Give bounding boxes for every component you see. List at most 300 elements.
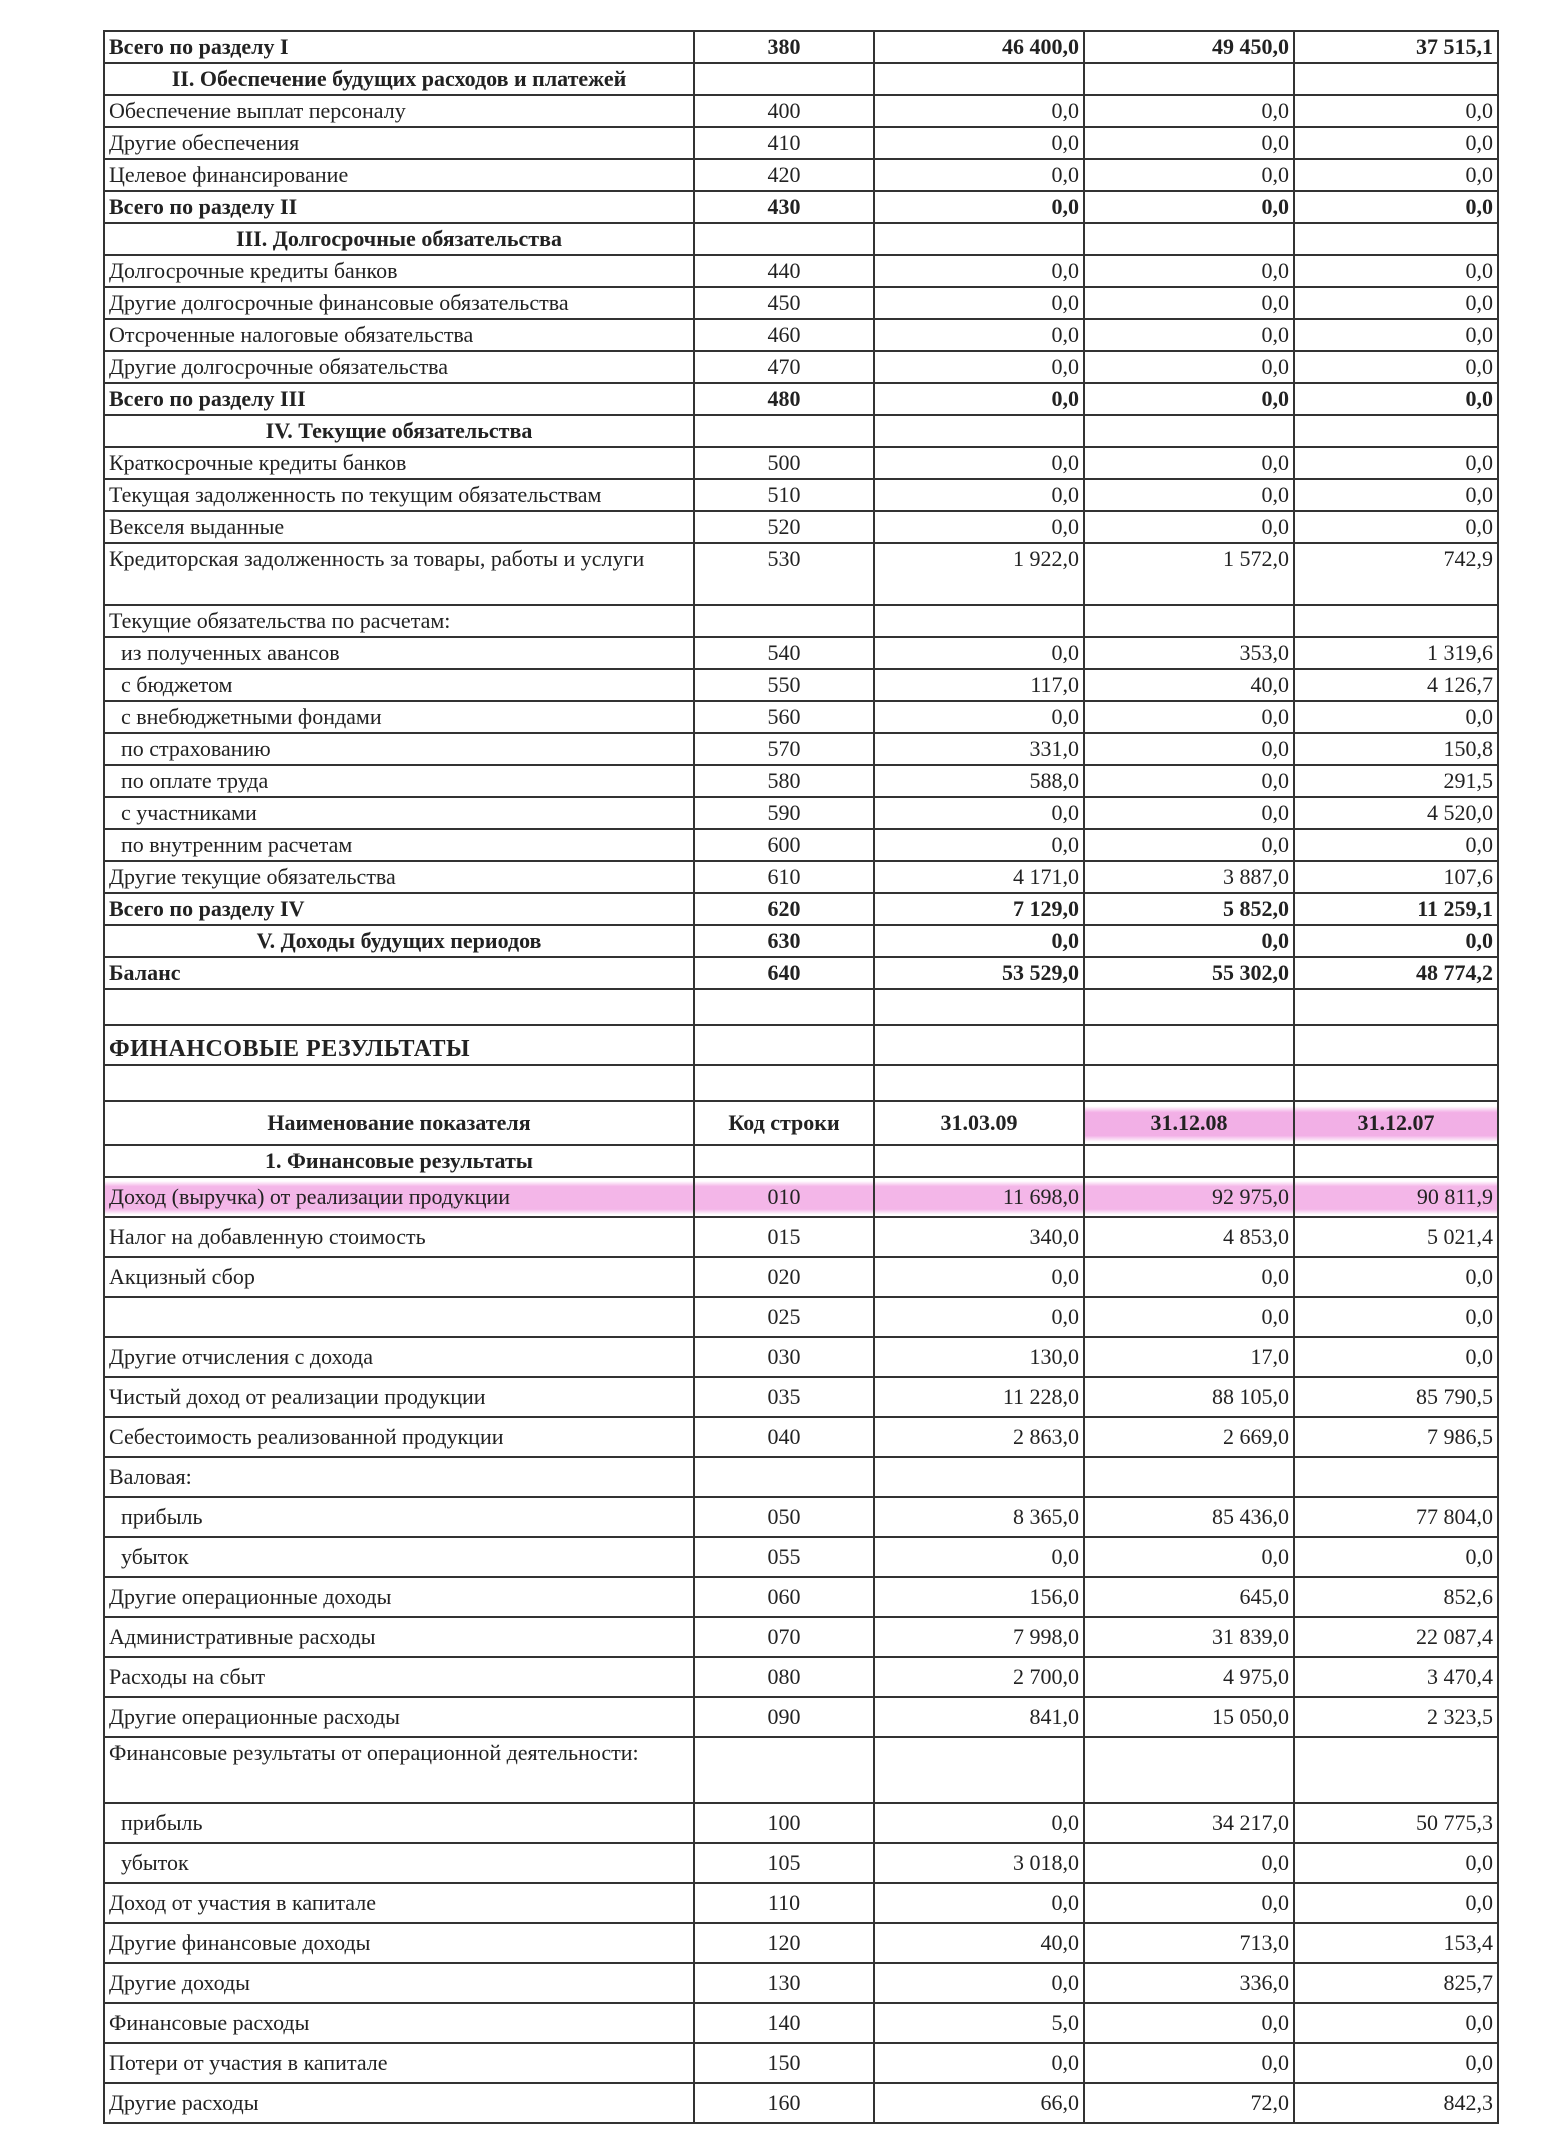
table-row <box>104 893 1498 925</box>
row-code <box>694 1737 874 1803</box>
row-value-period-3: 2 323,5 <box>1294 1697 1498 1737</box>
row-code: 630 <box>694 925 874 957</box>
row-value-period-1: 8 365,0 <box>874 1497 1084 1537</box>
row-value-period-3: 153,4 <box>1294 1923 1498 1963</box>
row-value-period-3: 7 986,5 <box>1294 1417 1498 1457</box>
row-code: 060 <box>694 1577 874 1617</box>
row-code: 025 <box>694 1297 874 1337</box>
row-value-period-3: 0,0 <box>1294 319 1498 351</box>
row-value-period-1: 53 529,0 <box>874 957 1084 989</box>
row-value-period-1: 156,0 <box>874 1577 1084 1617</box>
table-row <box>104 669 1498 701</box>
row-value-period-3: 90 811,9 <box>1294 1177 1498 1217</box>
row-label: Чистый доход от реализации продукции <box>104 1377 694 1417</box>
row-value-period-3: 1 319,6 <box>1294 637 1498 669</box>
row-label: Всего по разделу IV <box>104 893 694 925</box>
row-value-period-1: 0,0 <box>874 1257 1084 1297</box>
row-value-period-1: 0,0 <box>874 319 1084 351</box>
row-value-period-2: 15 050,0 <box>1084 1697 1294 1737</box>
row-value-period-3 <box>1294 1457 1498 1497</box>
row-value-period-1: 0,0 <box>874 829 1084 861</box>
row-code: 610 <box>694 861 874 893</box>
row-label: Другие долгосрочные финансовые обязательства <box>104 287 694 319</box>
row-value-period-2: 4 975,0 <box>1084 1657 1294 1697</box>
row-value-period-3: 0,0 <box>1294 1257 1498 1297</box>
row-code: 440 <box>694 255 874 287</box>
table-row <box>104 351 1498 383</box>
row-label: Текущая задолженность по текущим обязательствам <box>104 479 694 511</box>
row-value-period-3: 0,0 <box>1294 479 1498 511</box>
row-value-period-1: 0,0 <box>874 1297 1084 1337</box>
row-label: Доход (выручка) от реализации продукции <box>104 1177 694 1217</box>
row-value-period-3 <box>1294 63 1498 95</box>
table-row <box>104 1577 1498 1617</box>
row-label: Другие обеспечения <box>104 127 694 159</box>
row-value-period-3: 0,0 <box>1294 127 1498 159</box>
row-code: 380 <box>694 31 874 63</box>
table-row <box>104 2043 1498 2083</box>
row-value-period-1: 0,0 <box>874 351 1084 383</box>
row-label: Доход от участия в капитале <box>104 1883 694 1923</box>
subsection-row <box>104 1145 1498 1177</box>
row-value-period-2 <box>1084 1737 1294 1803</box>
row-code: 015 <box>694 1217 874 1257</box>
row-label: Себестоимость реализованной продукции <box>104 1417 694 1457</box>
row-value-period-2: 40,0 <box>1084 669 1294 701</box>
table-row <box>104 797 1498 829</box>
row-value-period-2: 0,0 <box>1084 733 1294 765</box>
table-row <box>104 1803 1498 1843</box>
row-value-period-2: 0,0 <box>1084 829 1294 861</box>
row-label: Административные расходы <box>104 1617 694 1657</box>
row-value-period-3: 842,3 <box>1294 2083 1498 2123</box>
row-code <box>694 605 874 637</box>
table-row <box>104 191 1498 223</box>
table-row <box>104 447 1498 479</box>
row-label: V. Доходы будущих периодов <box>104 925 694 957</box>
row-label: Целевое финансирование <box>104 159 694 191</box>
row-value-period-2: 5 852,0 <box>1084 893 1294 925</box>
header-period-2: 31.12.08 <box>1084 1101 1294 1145</box>
row-value-period-2: 0,0 <box>1084 191 1294 223</box>
row-value-period-1: 0,0 <box>874 797 1084 829</box>
table-row <box>104 543 1498 605</box>
row-code: 410 <box>694 127 874 159</box>
row-value-period-1: 46 400,0 <box>874 31 1084 63</box>
row-value-period-2: 31 839,0 <box>1084 1617 1294 1657</box>
row-code: 120 <box>694 1923 874 1963</box>
header-code: Код строки <box>694 1101 874 1145</box>
row-code: 150 <box>694 2043 874 2083</box>
table-row <box>104 1457 1498 1497</box>
blank-row <box>104 1065 1498 1101</box>
table-row <box>104 957 1498 989</box>
row-value-period-2: 0,0 <box>1084 383 1294 415</box>
table-row <box>104 127 1498 159</box>
row-label: Другие операционные доходы <box>104 1577 694 1617</box>
row-value-period-3: 742,9 <box>1294 543 1498 605</box>
row-label: прибыль <box>104 1497 694 1537</box>
row-code: 510 <box>694 479 874 511</box>
row-code: 640 <box>694 957 874 989</box>
table-row <box>104 31 1498 63</box>
row-label: Потери от участия в капитале <box>104 2043 694 2083</box>
table-row <box>104 861 1498 893</box>
row-code: 070 <box>694 1617 874 1657</box>
row-value-period-2: 0,0 <box>1084 1257 1294 1297</box>
table-row <box>104 319 1498 351</box>
table-row <box>104 1617 1498 1657</box>
row-code: 010 <box>694 1177 874 1217</box>
row-value-period-3 <box>1294 1737 1498 1803</box>
row-value-period-3: 0,0 <box>1294 159 1498 191</box>
table-row <box>104 1923 1498 1963</box>
row-value-period-2 <box>1084 63 1294 95</box>
row-label: Налог на добавленную стоимость <box>104 1217 694 1257</box>
statement-table <box>103 30 1499 2124</box>
row-value-period-1: 40,0 <box>874 1923 1084 1963</box>
row-value-period-1 <box>874 63 1084 95</box>
row-label: Отсроченные налоговые обязательства <box>104 319 694 351</box>
row-code: 100 <box>694 1803 874 1843</box>
row-value-period-1: 0,0 <box>874 191 1084 223</box>
row-value-period-2: 0,0 <box>1084 159 1294 191</box>
row-value-period-3 <box>1294 605 1498 637</box>
row-label: из полученных авансов <box>104 637 694 669</box>
row-value-period-3: 0,0 <box>1294 1297 1498 1337</box>
row-code: 550 <box>694 669 874 701</box>
table-row <box>104 223 1498 255</box>
row-value-period-2 <box>1084 415 1294 447</box>
header-period-3: 31.12.07 <box>1294 1101 1498 1145</box>
subsection-title: 1. Финансовые результаты <box>104 1145 694 1177</box>
row-label: Другие финансовые доходы <box>104 1923 694 1963</box>
row-value-period-3: 5 021,4 <box>1294 1217 1498 1257</box>
row-value-period-1: 4 171,0 <box>874 861 1084 893</box>
financial-results-header-section <box>104 989 1498 1177</box>
row-label: Расходы на сбыт <box>104 1657 694 1697</box>
row-label: Всего по разделу III <box>104 383 694 415</box>
row-value-period-2: 4 853,0 <box>1084 1217 1294 1257</box>
row-value-period-3: 0,0 <box>1294 1537 1498 1577</box>
row-value-period-3: 107,6 <box>1294 861 1498 893</box>
row-value-period-1 <box>874 415 1084 447</box>
row-value-period-1: 66,0 <box>874 2083 1084 2123</box>
row-value-period-3: 0,0 <box>1294 1843 1498 1883</box>
row-code <box>694 1457 874 1497</box>
table-row <box>104 1963 1498 2003</box>
row-code: 105 <box>694 1843 874 1883</box>
row-value-period-1: 117,0 <box>874 669 1084 701</box>
row-value-period-2: 0,0 <box>1084 127 1294 159</box>
row-label: прибыль <box>104 1803 694 1843</box>
table-row <box>104 765 1498 797</box>
row-label: Всего по разделу II <box>104 191 694 223</box>
row-value-period-1: 0,0 <box>874 95 1084 127</box>
table-row <box>104 637 1498 669</box>
row-value-period-1: 130,0 <box>874 1337 1084 1377</box>
row-value-period-3: 291,5 <box>1294 765 1498 797</box>
row-label: по оплате труда <box>104 765 694 797</box>
row-value-period-3: 0,0 <box>1294 287 1498 319</box>
row-value-period-1: 2 863,0 <box>874 1417 1084 1457</box>
row-value-period-2: 645,0 <box>1084 1577 1294 1617</box>
row-value-period-2: 72,0 <box>1084 2083 1294 2123</box>
section-title: ФИНАНСОВЫЕ РЕЗУЛЬТАТЫ <box>104 1025 694 1065</box>
table-row <box>104 2003 1498 2043</box>
row-value-period-3 <box>1294 223 1498 255</box>
table-row <box>104 1843 1498 1883</box>
row-value-period-3: 48 774,2 <box>1294 957 1498 989</box>
row-label: Баланс <box>104 957 694 989</box>
row-value-period-3: 825,7 <box>1294 1963 1498 2003</box>
row-value-period-1: 5,0 <box>874 2003 1084 2043</box>
table-row <box>104 1417 1498 1457</box>
row-value-period-2: 0,0 <box>1084 1297 1294 1337</box>
row-label: Обеспечение выплат персоналу <box>104 95 694 127</box>
row-value-period-1: 0,0 <box>874 2043 1084 2083</box>
row-code <box>694 415 874 447</box>
row-value-period-2: 55 302,0 <box>1084 957 1294 989</box>
balance-section <box>104 31 1498 989</box>
row-value-period-3: 22 087,4 <box>1294 1617 1498 1657</box>
row-value-period-1: 7 998,0 <box>874 1617 1084 1657</box>
row-value-period-2: 0,0 <box>1084 319 1294 351</box>
row-value-period-2 <box>1084 605 1294 637</box>
row-label: Кредиторская задолженность за товары, работы и услуги <box>104 543 694 605</box>
row-value-period-3: 852,6 <box>1294 1577 1498 1617</box>
row-value-period-3: 4 520,0 <box>1294 797 1498 829</box>
table-row <box>104 1737 1498 1803</box>
row-value-period-2: 0,0 <box>1084 2043 1294 2083</box>
row-value-period-1: 0,0 <box>874 701 1084 733</box>
row-value-period-2: 0,0 <box>1084 255 1294 287</box>
row-value-period-2: 0,0 <box>1084 925 1294 957</box>
row-value-period-3: 4 126,7 <box>1294 669 1498 701</box>
row-code: 140 <box>694 2003 874 2043</box>
row-value-period-3: 0,0 <box>1294 925 1498 957</box>
table-row <box>104 287 1498 319</box>
row-value-period-2: 0,0 <box>1084 765 1294 797</box>
row-code: 110 <box>694 1883 874 1923</box>
row-value-period-2: 0,0 <box>1084 1537 1294 1577</box>
row-value-period-3: 0,0 <box>1294 351 1498 383</box>
row-value-period-3: 150,8 <box>1294 733 1498 765</box>
row-code: 050 <box>694 1497 874 1537</box>
row-value-period-2: 34 217,0 <box>1084 1803 1294 1843</box>
row-label: Другие расходы <box>104 2083 694 2123</box>
table-row <box>104 1377 1498 1417</box>
row-value-period-3: 3 470,4 <box>1294 1657 1498 1697</box>
row-label: Долгосрочные кредиты банков <box>104 255 694 287</box>
row-value-period-3: 11 259,1 <box>1294 893 1498 925</box>
financial-results-section <box>104 1177 1498 2123</box>
row-value-period-1: 3 018,0 <box>874 1843 1084 1883</box>
row-value-period-1: 841,0 <box>874 1697 1084 1737</box>
row-value-period-1 <box>874 1737 1084 1803</box>
table-row <box>104 1337 1498 1377</box>
row-value-period-3: 50 775,3 <box>1294 1803 1498 1843</box>
row-value-period-3: 0,0 <box>1294 95 1498 127</box>
row-value-period-2: 0,0 <box>1084 701 1294 733</box>
row-code: 470 <box>694 351 874 383</box>
row-label: Другие отчисления с дохода <box>104 1337 694 1377</box>
row-value-period-3: 0,0 <box>1294 2003 1498 2043</box>
row-label: Финансовые результаты от операционной деятельности: <box>104 1737 694 1803</box>
table-row <box>104 701 1498 733</box>
row-code: 590 <box>694 797 874 829</box>
row-value-period-1 <box>874 223 1084 255</box>
row-code: 030 <box>694 1337 874 1377</box>
row-code: 600 <box>694 829 874 861</box>
table-row <box>104 383 1498 415</box>
row-value-period-1: 1 922,0 <box>874 543 1084 605</box>
table-row <box>104 733 1498 765</box>
row-value-period-2: 88 105,0 <box>1084 1377 1294 1417</box>
row-label: Другие операционные расходы <box>104 1697 694 1737</box>
row-label: Финансовые расходы <box>104 2003 694 2043</box>
row-value-period-1 <box>874 605 1084 637</box>
table-row <box>104 63 1498 95</box>
table-row <box>104 925 1498 957</box>
row-code: 035 <box>694 1377 874 1417</box>
row-code: 540 <box>694 637 874 669</box>
row-code <box>694 63 874 95</box>
table-row <box>104 829 1498 861</box>
row-value-period-1: 340,0 <box>874 1217 1084 1257</box>
row-code: 160 <box>694 2083 874 2123</box>
row-value-period-2: 0,0 <box>1084 287 1294 319</box>
row-value-period-2: 353,0 <box>1084 637 1294 669</box>
row-value-period-2: 0,0 <box>1084 797 1294 829</box>
table-row <box>104 1497 1498 1537</box>
column-header-row <box>104 1101 1498 1145</box>
row-value-period-1: 0,0 <box>874 255 1084 287</box>
table-row <box>104 1217 1498 1257</box>
row-value-period-1: 0,0 <box>874 1803 1084 1843</box>
row-label: по внутренним расчетам <box>104 829 694 861</box>
row-label: Краткосрочные кредиты банков <box>104 447 694 479</box>
table-row <box>104 1297 1498 1337</box>
row-value-period-2: 17,0 <box>1084 1337 1294 1377</box>
row-code: 520 <box>694 511 874 543</box>
row-code: 620 <box>694 893 874 925</box>
row-label: Другие долгосрочные обязательства <box>104 351 694 383</box>
row-value-period-2: 0,0 <box>1084 1883 1294 1923</box>
row-value-period-2: 92 975,0 <box>1084 1177 1294 1217</box>
table-row <box>104 2083 1498 2123</box>
row-code: 570 <box>694 733 874 765</box>
table-row <box>104 1537 1498 1577</box>
row-value-period-2: 49 450,0 <box>1084 31 1294 63</box>
header-name: Наименование показателя <box>104 1101 694 1145</box>
row-label: Акцизный сбор <box>104 1257 694 1297</box>
row-value-period-3: 37 515,1 <box>1294 31 1498 63</box>
row-label: Валовая: <box>104 1457 694 1497</box>
header-period-1: 31.03.09 <box>874 1101 1084 1145</box>
row-label: III. Долгосрочные обязательства <box>104 223 694 255</box>
row-value-period-2: 0,0 <box>1084 95 1294 127</box>
row-value-period-3: 77 804,0 <box>1294 1497 1498 1537</box>
table-row <box>104 605 1498 637</box>
row-code: 480 <box>694 383 874 415</box>
row-code: 080 <box>694 1657 874 1697</box>
row-code: 500 <box>694 447 874 479</box>
row-value-period-2: 1 572,0 <box>1084 543 1294 605</box>
table-row <box>104 255 1498 287</box>
row-label: Другие доходы <box>104 1963 694 2003</box>
row-value-period-2 <box>1084 1457 1294 1497</box>
row-value-period-3: 0,0 <box>1294 701 1498 733</box>
row-value-period-1: 0,0 <box>874 1883 1084 1923</box>
row-code <box>694 223 874 255</box>
row-code: 090 <box>694 1697 874 1737</box>
row-value-period-3: 0,0 <box>1294 255 1498 287</box>
row-code: 450 <box>694 287 874 319</box>
row-label: Векселя выданные <box>104 511 694 543</box>
row-code: 460 <box>694 319 874 351</box>
row-label: с бюджетом <box>104 669 694 701</box>
row-value-period-2: 336,0 <box>1084 1963 1294 2003</box>
table-row <box>104 159 1498 191</box>
row-value-period-1: 0,0 <box>874 925 1084 957</box>
row-value-period-3 <box>1294 415 1498 447</box>
row-label: II. Обеспечение будущих расходов и платежей <box>104 63 694 95</box>
row-label: по страхованию <box>104 733 694 765</box>
row-value-period-2: 85 436,0 <box>1084 1497 1294 1537</box>
row-label: Другие текущие обязательства <box>104 861 694 893</box>
row-value-period-1: 0,0 <box>874 383 1084 415</box>
row-value-period-2: 0,0 <box>1084 479 1294 511</box>
row-value-period-2: 0,0 <box>1084 1843 1294 1883</box>
row-value-period-2: 713,0 <box>1084 1923 1294 1963</box>
row-value-period-3: 85 790,5 <box>1294 1377 1498 1417</box>
row-value-period-2 <box>1084 223 1294 255</box>
row-code: 580 <box>694 765 874 797</box>
row-label: с участниками <box>104 797 694 829</box>
row-value-period-1: 0,0 <box>874 159 1084 191</box>
table-row <box>104 1257 1498 1297</box>
row-code: 020 <box>694 1257 874 1297</box>
row-code: 130 <box>694 1963 874 2003</box>
blank-row <box>104 989 1498 1025</box>
table-row <box>104 1177 1498 1217</box>
row-value-period-1: 0,0 <box>874 637 1084 669</box>
row-value-period-1: 0,0 <box>874 447 1084 479</box>
row-value-period-2: 3 887,0 <box>1084 861 1294 893</box>
row-value-period-1: 0,0 <box>874 479 1084 511</box>
row-value-period-1: 588,0 <box>874 765 1084 797</box>
row-code: 055 <box>694 1537 874 1577</box>
row-value-period-1: 0,0 <box>874 127 1084 159</box>
financial-statement-sheet <box>103 30 1497 2124</box>
row-value-period-3: 0,0 <box>1294 2043 1498 2083</box>
row-value-period-3: 0,0 <box>1294 511 1498 543</box>
row-code: 420 <box>694 159 874 191</box>
row-label: Текущие обязательства по расчетам: <box>104 605 694 637</box>
row-value-period-1: 0,0 <box>874 1963 1084 2003</box>
row-value-period-2: 0,0 <box>1084 351 1294 383</box>
row-value-period-1: 7 129,0 <box>874 893 1084 925</box>
table-row <box>104 1883 1498 1923</box>
table-row <box>104 95 1498 127</box>
row-value-period-2: 0,0 <box>1084 447 1294 479</box>
row-code: 430 <box>694 191 874 223</box>
table-row <box>104 1657 1498 1697</box>
row-value-period-1: 2 700,0 <box>874 1657 1084 1697</box>
row-value-period-1: 0,0 <box>874 287 1084 319</box>
row-label: убыток <box>104 1843 694 1883</box>
